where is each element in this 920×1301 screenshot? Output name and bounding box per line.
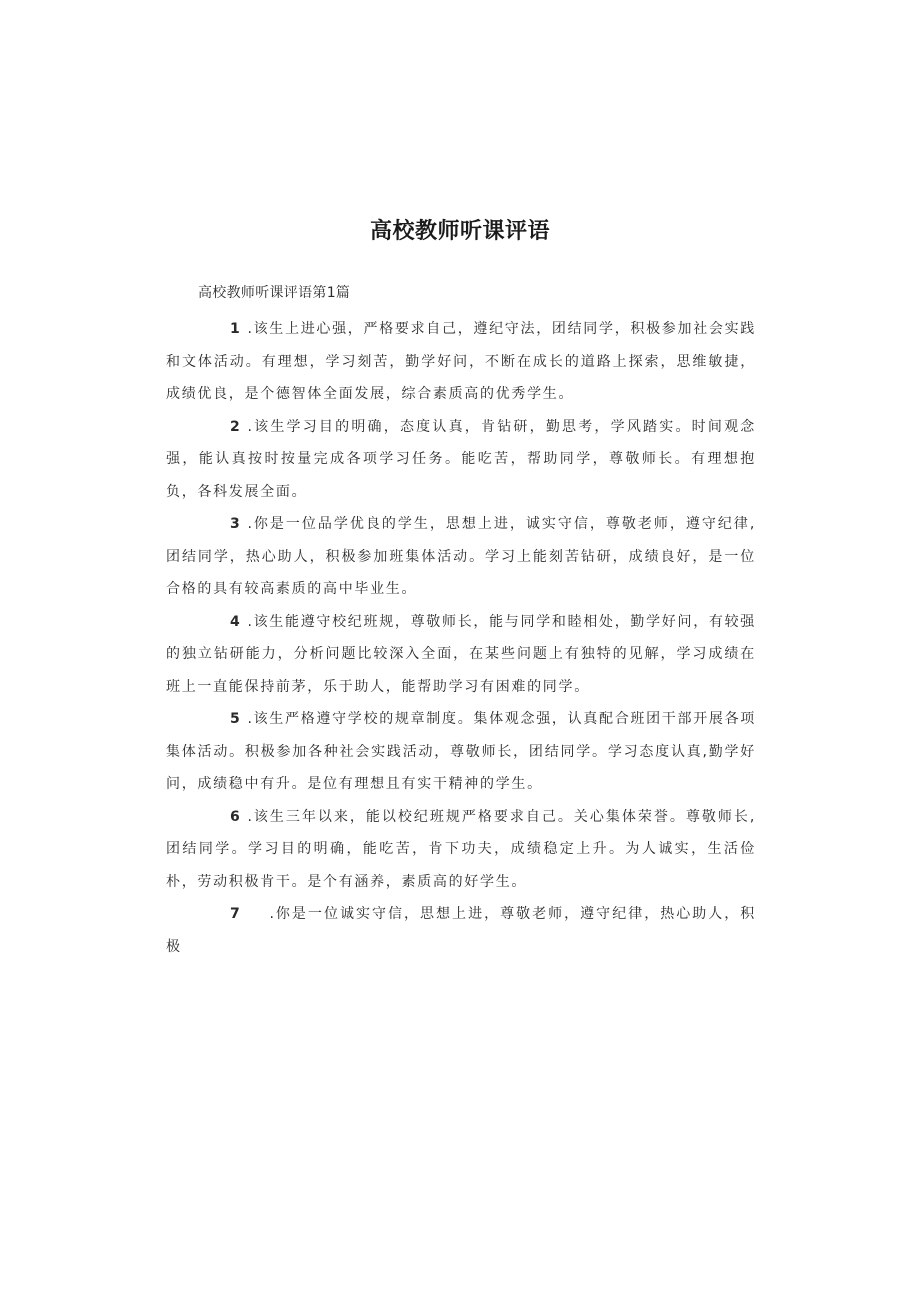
comment-item-1	[166, 313, 756, 411]
item-number: 4	[230, 613, 242, 630]
comment-item-3	[166, 508, 756, 606]
item-text: .该生三年以来，能以校纪班规严格要求自己。关心集体荣誉。尊敬师长,团结同学。学习目的明确，能吃苦，肯下功夫，成绩稳定上升。为人诚实，生活俭朴，劳动积极肯干。是个有涵养，素质高的好学生。	[166, 808, 756, 890]
item-number: 6	[230, 808, 242, 825]
comment-item-5	[166, 703, 756, 801]
comment-item-4	[166, 606, 756, 704]
comment-list	[166, 313, 756, 963]
item-number: 3	[230, 516, 242, 532]
item-text: .你是一位品学优良的学生，思想上进，诚实守信，尊敬老师，遵守纪律,团结同学，热心助人，积极参加班集体活动。学习上能刻苦钻研，成绩良好，是一位合格的具有较高素质的高中毕业生。	[166, 516, 756, 597]
item-text: .该生严格遵守学校的规章制度。集体观念强，认真配合班团干部开展各项集体活动。积极参加各种社会实践活动，尊敬师长，团结同学。学习态度认真,勤学好问，成绩稳中有升。是位有理想且有实干精神的学生。	[166, 711, 757, 792]
comment-item-6	[166, 801, 756, 899]
comment-item-2	[166, 411, 756, 509]
item-text: .该生能遵守校纪班规，尊敬师长，能与同学和睦相处，勤学好问，有较强的独立钻研能力，分析问题比较深入全面，在某些问题上有独特的见解，学习成绩在班上一直能保持前茅，乐于助人，能帮助学习有困难的同学。	[166, 613, 757, 695]
item-text: .你是一位诚实守信，思想上进，尊敬老师，遵守纪律，热心助人，积极	[166, 906, 756, 955]
page-title: 高校教师听课评语	[369, 219, 550, 244]
comment-item-7	[166, 898, 756, 963]
item-number: 1	[230, 321, 242, 337]
item-number: 5	[230, 711, 242, 727]
section-heading: 高校教师听课评语第1篇	[198, 285, 351, 301]
item-number: 2	[230, 418, 242, 435]
item-text: .该生学习目的明确，态度认真，肯钻研，勤思考，学风踏实。时间观念强，能认真按时按量完成各项学习任务。能吃苦，帮助同学，尊敬师长。有理想抱负，各科发展全面。	[166, 418, 756, 500]
item-number: 7	[230, 906, 242, 922]
item-text: .该生上进心强，严格要求自己，遵纪守法，团结同学，积极参加社会实践和文体活动。有理想，学习刻苦，勤学好问，不断在成长的道路上探索，思维敏捷，成绩优良，是个德智体全面发展，综合素质高的优秀学生。	[166, 321, 757, 402]
